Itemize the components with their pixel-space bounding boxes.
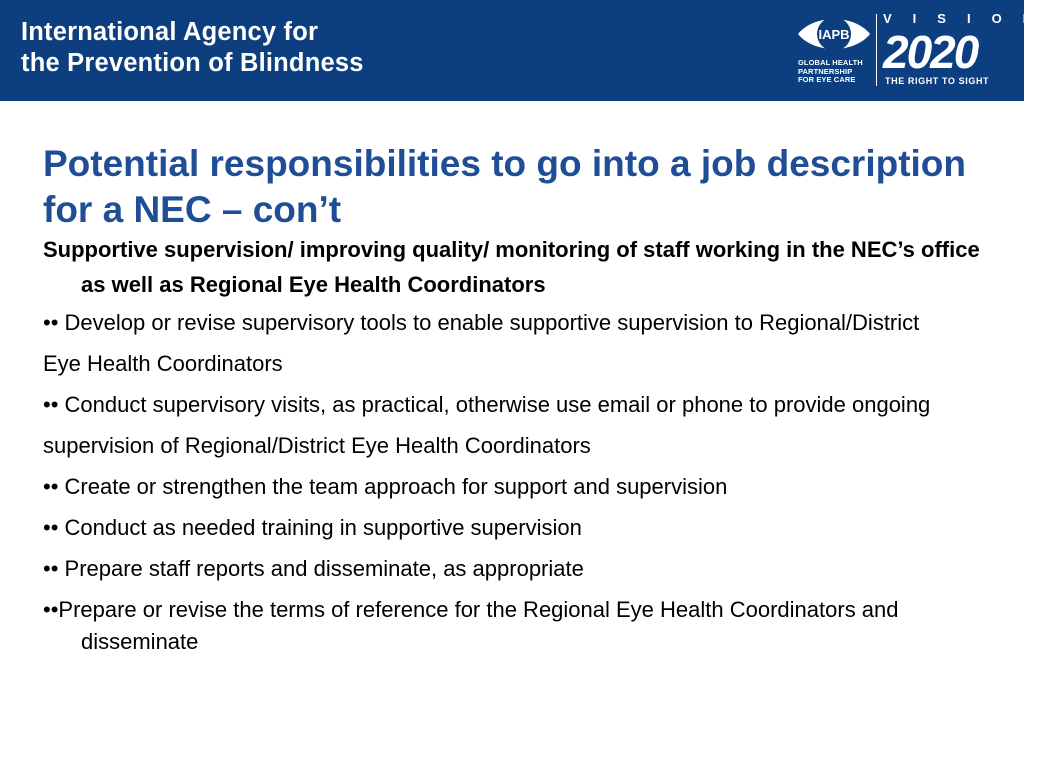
iapb-tagline bbox=[798, 59, 863, 85]
iapb-logo-text: IAPB bbox=[818, 27, 850, 42]
vision-word: VISION bbox=[883, 11, 1053, 26]
vision-year: 2020 bbox=[883, 26, 978, 78]
body-paragraph: ••Prepare or revise the terms of reference for the Regional Eye Health Coordinators and disseminate bbox=[43, 597, 899, 654]
body-paragraph: supervision of Regional/District Eye Health Coordinators bbox=[43, 433, 591, 458]
iapb-logo bbox=[793, 12, 873, 90]
vision-tagline: THE RIGHT TO SIGHT bbox=[885, 76, 990, 86]
body-paragraph: Eye Health Coordinators bbox=[43, 351, 283, 376]
body-paragraph: •• Create or strengthen the team approach for support and supervision bbox=[43, 474, 728, 499]
header-banner bbox=[0, 0, 1053, 101]
iapb-eye-icon bbox=[796, 12, 872, 56]
body-paragraph: •• Conduct as needed training in supportive supervision bbox=[43, 515, 582, 540]
logo-divider bbox=[876, 14, 877, 86]
partner-logos bbox=[793, 11, 1053, 90]
iapb-tagline-line: FOR EYE CARE bbox=[798, 75, 856, 85]
body-paragraph: •• Develop or revise supervisory tools to enable supportive supervision to Regional/District bbox=[43, 310, 920, 335]
vision-2020-logo bbox=[883, 11, 1053, 90]
org-name-line-1: International Agency for bbox=[21, 18, 319, 46]
organization-name bbox=[21, 17, 364, 79]
body-paragraph: •• Conduct supervisory visits, as practical, otherwise use email or phone to provide ongoing bbox=[43, 392, 931, 417]
slide-body bbox=[43, 233, 1003, 667]
slide-title: Potential responsibilities to go into a job description for a NEC – con’t bbox=[43, 143, 967, 230]
iapb-tagline-line: GLOBAL HEALTH bbox=[798, 58, 863, 67]
iapb-tagline-line: PARTNERSHIP bbox=[798, 66, 853, 76]
vision-2020-mark bbox=[883, 26, 1013, 78]
body-paragraph: •• Prepare staff reports and disseminate, as appropriate bbox=[43, 556, 584, 581]
section-subheading: Supportive supervision/ improving quality/ monitoring of staff working in the NEC’s office as well as Regional Eye Health Coordinators bbox=[43, 237, 980, 297]
org-name-line-2: the Prevention of Blindness bbox=[21, 49, 364, 77]
